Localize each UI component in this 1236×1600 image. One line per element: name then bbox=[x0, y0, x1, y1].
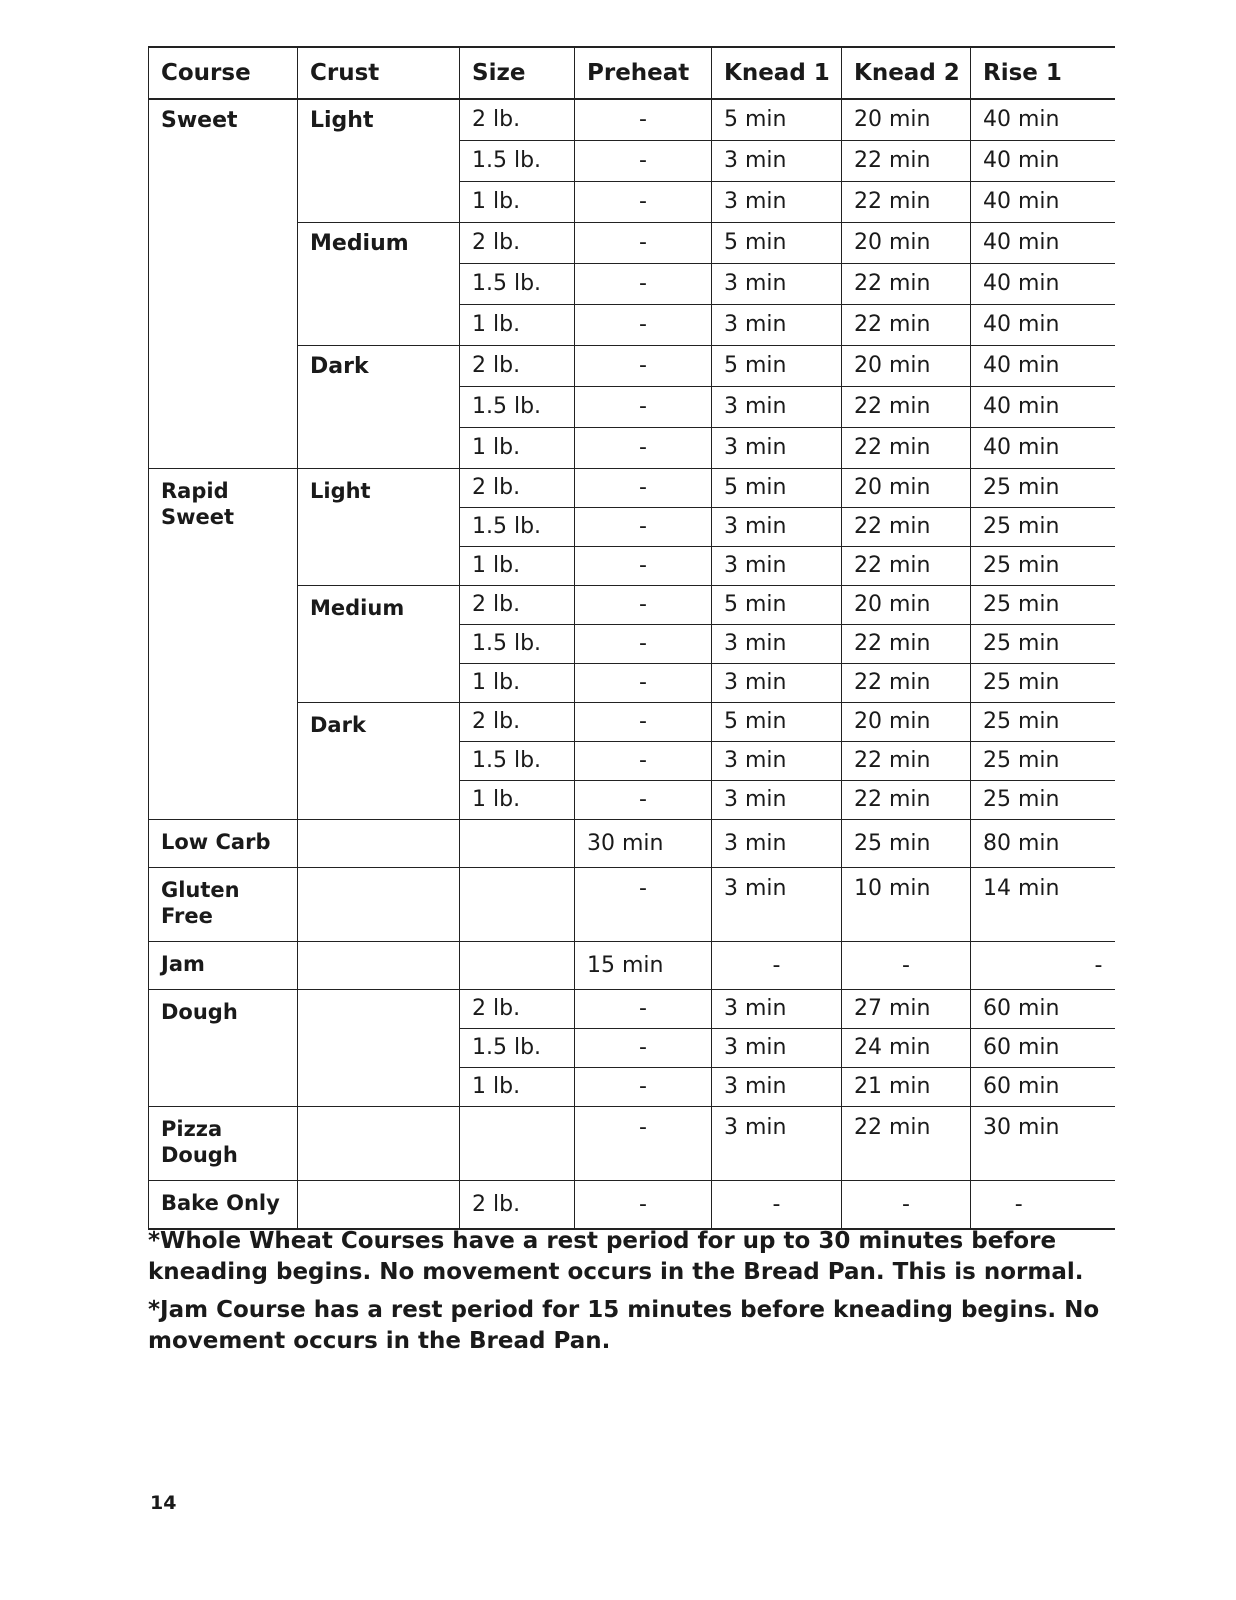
size-cell: 1 lb. bbox=[460, 664, 575, 703]
knead-2-cell: 22 min bbox=[842, 508, 971, 547]
preheat-cell: - bbox=[575, 99, 712, 141]
preheat-cell: 30 min bbox=[575, 820, 712, 868]
knead-2-cell: 22 min bbox=[842, 1107, 971, 1181]
crust-cell bbox=[298, 820, 460, 868]
knead-2-cell: 20 min bbox=[842, 703, 971, 742]
preheat-cell: 15 min bbox=[575, 942, 712, 990]
size-cell: 2 lb. bbox=[460, 990, 575, 1029]
preheat-cell: - bbox=[575, 428, 712, 469]
preheat-cell: - bbox=[575, 703, 712, 742]
preheat-cell: - bbox=[575, 223, 712, 264]
rise-1-cell: 30 min bbox=[971, 1107, 1115, 1181]
rise-1-cell: 25 min bbox=[971, 508, 1115, 547]
size-cell: 1.5 lb. bbox=[460, 141, 575, 182]
table-row bbox=[149, 868, 1115, 942]
size-cell: 1.5 lb. bbox=[460, 625, 575, 664]
knead-2-cell: 22 min bbox=[842, 547, 971, 586]
rise-1-cell: 40 min bbox=[971, 387, 1115, 428]
knead-2-cell: 20 min bbox=[842, 346, 971, 387]
knead-1-cell: 3 min bbox=[712, 781, 842, 820]
knead-1-cell: 3 min bbox=[712, 141, 842, 182]
preheat-cell: - bbox=[575, 664, 712, 703]
preheat-cell: - bbox=[575, 625, 712, 664]
size-cell: 1 lb. bbox=[460, 428, 575, 469]
footnote-whole-wheat: *Whole Wheat Courses have a rest period for up to 30 minutes before kneading begins. No movement occurs in the Bread Pan. This is normal. bbox=[148, 1228, 1084, 1285]
preheat-cell: - bbox=[575, 1029, 712, 1068]
rise-1-cell: 25 min bbox=[971, 664, 1115, 703]
table-row bbox=[149, 1181, 1115, 1230]
knead-1-cell: 3 min bbox=[712, 305, 842, 346]
knead-1-cell: 3 min bbox=[712, 1068, 842, 1107]
course-cell: Low Carb bbox=[149, 820, 298, 868]
knead-1-cell: 5 min bbox=[712, 703, 842, 742]
knead-2-cell: 22 min bbox=[842, 141, 971, 182]
size-cell: 2 lb. bbox=[460, 346, 575, 387]
knead-2-cell: 25 min bbox=[842, 820, 971, 868]
rise-1-cell: 25 min bbox=[971, 586, 1115, 625]
rise-1-cell: - bbox=[971, 942, 1115, 990]
rise-1-cell: 40 min bbox=[971, 428, 1115, 469]
knead-2-cell: 21 min bbox=[842, 1068, 971, 1107]
rise-1-cell: 25 min bbox=[971, 703, 1115, 742]
header-rise-1: Rise 1 bbox=[971, 47, 1115, 99]
knead-1-cell: 3 min bbox=[712, 625, 842, 664]
header-crust: Crust bbox=[298, 47, 460, 99]
crust-cell bbox=[298, 868, 460, 942]
knead-1-cell: 3 min bbox=[712, 664, 842, 703]
course-cell: Gluten Free bbox=[149, 868, 298, 942]
rise-1-cell: 25 min bbox=[971, 781, 1115, 820]
rise-1-cell: 40 min bbox=[971, 182, 1115, 223]
rise-1-cell: 14 min bbox=[971, 868, 1115, 942]
knead-1-cell: 5 min bbox=[712, 586, 842, 625]
course-cell: Sweet bbox=[149, 99, 298, 469]
knead-2-cell: 22 min bbox=[842, 264, 971, 305]
size-cell: 1 lb. bbox=[460, 305, 575, 346]
crust-cell: Medium bbox=[298, 223, 460, 346]
preheat-cell: - bbox=[575, 547, 712, 586]
rise-1-cell: 40 min bbox=[971, 99, 1115, 141]
knead-1-cell: 3 min bbox=[712, 868, 842, 942]
size-cell: 2 lb. bbox=[460, 703, 575, 742]
preheat-cell: - bbox=[575, 1181, 712, 1230]
rise-1-cell: 40 min bbox=[971, 141, 1115, 182]
knead-1-cell: 3 min bbox=[712, 1029, 842, 1068]
rise-1-cell: 25 min bbox=[971, 469, 1115, 508]
knead-1-cell: 3 min bbox=[712, 1107, 842, 1181]
knead-2-cell: 22 min bbox=[842, 428, 971, 469]
rise-1-cell: 60 min bbox=[971, 1029, 1115, 1068]
preheat-cell: - bbox=[575, 387, 712, 428]
course-cell: Bake Only bbox=[149, 1181, 298, 1230]
knead-1-cell: 3 min bbox=[712, 508, 842, 547]
size-cell: 1.5 lb. bbox=[460, 742, 575, 781]
preheat-cell: - bbox=[575, 469, 712, 508]
course-cell: Pizza Dough bbox=[149, 1107, 298, 1181]
size-cell bbox=[460, 868, 575, 942]
knead-2-cell: 27 min bbox=[842, 990, 971, 1029]
preheat-cell: - bbox=[575, 868, 712, 942]
knead-1-cell: 3 min bbox=[712, 990, 842, 1029]
rise-1-cell: 25 min bbox=[971, 547, 1115, 586]
knead-2-cell: 20 min bbox=[842, 586, 971, 625]
knead-1-cell: 5 min bbox=[712, 99, 842, 141]
size-cell: 1 lb. bbox=[460, 182, 575, 223]
knead-1-cell: - bbox=[712, 1181, 842, 1230]
size-cell: 1 lb. bbox=[460, 547, 575, 586]
size-cell: 2 lb. bbox=[460, 586, 575, 625]
header-size: Size bbox=[460, 47, 575, 99]
knead-1-cell: - bbox=[712, 942, 842, 990]
table-row bbox=[149, 942, 1115, 990]
size-cell bbox=[460, 1107, 575, 1181]
rise-1-cell: 80 min bbox=[971, 820, 1115, 868]
rise-1-cell: 40 min bbox=[971, 305, 1115, 346]
size-cell: 1.5 lb. bbox=[460, 508, 575, 547]
footnote-jam: *Jam Course has a rest period for 15 minutes before kneading begins. No movement occurs in the Bread Pan. bbox=[148, 1297, 1100, 1354]
knead-1-cell: 5 min bbox=[712, 346, 842, 387]
preheat-cell: - bbox=[575, 141, 712, 182]
knead-2-cell: 22 min bbox=[842, 625, 971, 664]
knead-1-cell: 5 min bbox=[712, 469, 842, 508]
header-knead-1: Knead 1 bbox=[712, 47, 842, 99]
knead-2-cell: 22 min bbox=[842, 664, 971, 703]
table-row bbox=[149, 1107, 1115, 1181]
crust-cell bbox=[298, 942, 460, 990]
crust-cell: Light bbox=[298, 469, 460, 586]
table-row bbox=[149, 469, 1115, 508]
preheat-cell: - bbox=[575, 182, 712, 223]
knead-2-cell: 20 min bbox=[842, 99, 971, 141]
preheat-cell: - bbox=[575, 1107, 712, 1181]
knead-2-cell: 24 min bbox=[842, 1029, 971, 1068]
crust-cell bbox=[298, 1107, 460, 1181]
knead-2-cell: 10 min bbox=[842, 868, 971, 942]
size-cell: 2 lb. bbox=[460, 223, 575, 264]
table-header-row bbox=[149, 47, 1115, 99]
size-cell bbox=[460, 820, 575, 868]
size-cell: 1 lb. bbox=[460, 1068, 575, 1107]
preheat-cell: - bbox=[575, 781, 712, 820]
crust-cell: Medium bbox=[298, 586, 460, 703]
preheat-cell: - bbox=[575, 586, 712, 625]
rise-1-cell: 40 min bbox=[971, 346, 1115, 387]
size-cell: 1.5 lb. bbox=[460, 1029, 575, 1068]
rise-1-cell: 25 min bbox=[971, 625, 1115, 664]
knead-2-cell: - bbox=[842, 1181, 971, 1230]
rise-1-cell: 60 min bbox=[971, 1068, 1115, 1107]
table-row bbox=[149, 820, 1115, 868]
crust-cell: Light bbox=[298, 99, 460, 223]
rise-1-cell: - bbox=[971, 1181, 1115, 1230]
rise-1-cell: 40 min bbox=[971, 264, 1115, 305]
header-preheat: Preheat bbox=[575, 47, 712, 99]
preheat-cell: - bbox=[575, 305, 712, 346]
preheat-cell: - bbox=[575, 990, 712, 1029]
preheat-cell: - bbox=[575, 1068, 712, 1107]
preheat-cell: - bbox=[575, 508, 712, 547]
rise-1-cell: 25 min bbox=[971, 742, 1115, 781]
table-row bbox=[149, 99, 1115, 141]
knead-2-cell: - bbox=[842, 942, 971, 990]
knead-1-cell: 3 min bbox=[712, 742, 842, 781]
size-cell: 2 lb. bbox=[460, 99, 575, 141]
crust-cell bbox=[298, 990, 460, 1107]
knead-1-cell: 3 min bbox=[712, 182, 842, 223]
knead-2-cell: 20 min bbox=[842, 469, 971, 508]
course-cell: Jam bbox=[149, 942, 298, 990]
preheat-cell: - bbox=[575, 742, 712, 781]
knead-1-cell: 3 min bbox=[712, 387, 842, 428]
page-number: 14 bbox=[150, 1492, 177, 1514]
size-cell: 1 lb. bbox=[460, 781, 575, 820]
header-knead-2: Knead 2 bbox=[842, 47, 971, 99]
crust-cell bbox=[298, 1181, 460, 1230]
knead-2-cell: 22 min bbox=[842, 387, 971, 428]
knead-1-cell: 3 min bbox=[712, 428, 842, 469]
knead-1-cell: 3 min bbox=[712, 264, 842, 305]
size-cell: 2 lb. bbox=[460, 469, 575, 508]
preheat-cell: - bbox=[575, 346, 712, 387]
knead-1-cell: 3 min bbox=[712, 547, 842, 586]
knead-2-cell: 22 min bbox=[842, 742, 971, 781]
course-cell: Rapid Sweet bbox=[149, 469, 298, 820]
knead-2-cell: 22 min bbox=[842, 305, 971, 346]
course-cell: Dough bbox=[149, 990, 298, 1107]
size-cell: 1.5 lb. bbox=[460, 264, 575, 305]
size-cell: 1.5 lb. bbox=[460, 387, 575, 428]
knead-1-cell: 3 min bbox=[712, 820, 842, 868]
knead-2-cell: 20 min bbox=[842, 223, 971, 264]
crust-cell: Dark bbox=[298, 703, 460, 820]
header-course: Course bbox=[149, 47, 298, 99]
bread-cycle-table bbox=[148, 46, 1115, 1230]
knead-2-cell: 22 min bbox=[842, 781, 971, 820]
rise-1-cell: 60 min bbox=[971, 990, 1115, 1029]
crust-cell: Dark bbox=[298, 346, 460, 469]
table-row bbox=[149, 990, 1115, 1029]
preheat-cell: - bbox=[575, 264, 712, 305]
rise-1-cell: 40 min bbox=[971, 223, 1115, 264]
knead-2-cell: 22 min bbox=[842, 182, 971, 223]
knead-1-cell: 5 min bbox=[712, 223, 842, 264]
size-cell: 2 lb. bbox=[460, 1181, 575, 1230]
size-cell bbox=[460, 942, 575, 990]
